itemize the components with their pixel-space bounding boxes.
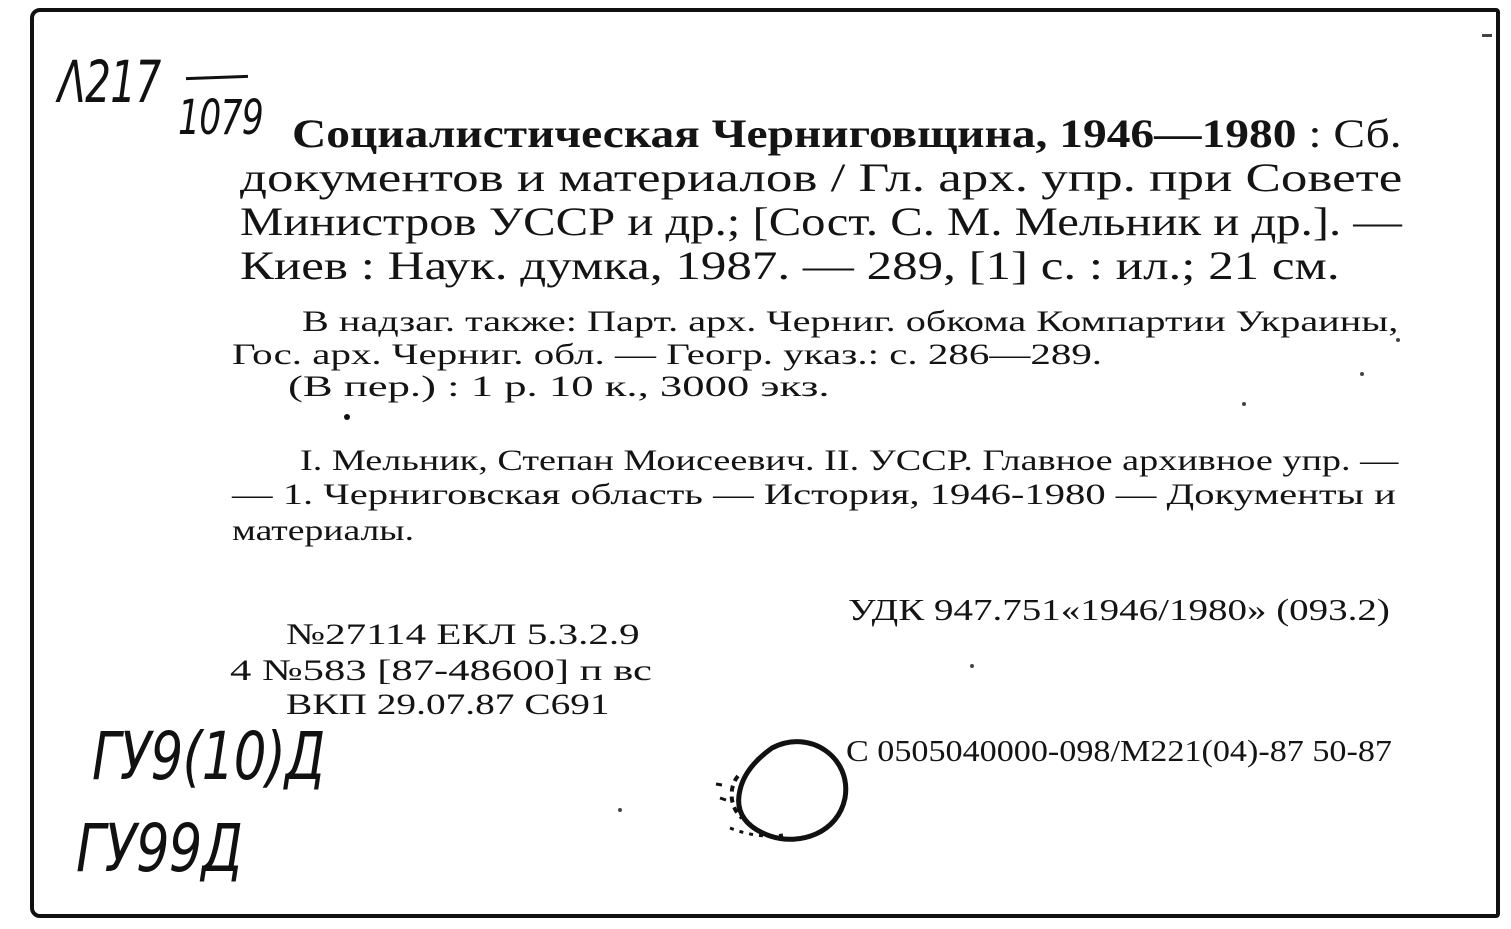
- handwritten-shelf-mark-2: ГУ99Д: [76, 810, 243, 887]
- description-line-4: Киев : Наук. думка, 1987. — 289, [1] с. : ил.; 21 см.: [240, 243, 1340, 288]
- description-line-1: [292, 110, 1402, 157]
- handwritten-shelf-mark-1: ГУ9(10)Д: [92, 718, 325, 795]
- publication-code: С 0505040000-098/М221(04)-87 50-87: [846, 733, 1392, 768]
- catalog-line-3: ВКП 29.07.87 С691: [286, 688, 610, 721]
- subject-line-1: I. Мельник, Степан Моисеевич. II. УССР. Главное архивное упр. —: [300, 444, 1399, 477]
- ink-dot: [1396, 338, 1400, 342]
- ink-dot: [1360, 372, 1364, 376]
- catalog-line-1: №27114 ЕКЛ 5.3.2.9: [286, 618, 640, 651]
- catalog-line-2: 4 №583 [87-48600] п вс: [230, 654, 652, 687]
- udk-classification: УДК 947.751«1946/1980» (093.2): [848, 592, 1390, 627]
- handwritten-call-number-top: Λ217: [58, 48, 161, 116]
- price-line: (В пер.) : 1 р. 10 к., 3000 экз.: [288, 370, 830, 403]
- handwritten-call-number-bottom: 1079: [178, 90, 264, 146]
- ink-dot: [1482, 34, 1492, 37]
- ink-dot: [618, 808, 622, 812]
- ink-dot: [1242, 402, 1246, 406]
- subject-line-3: материалы.: [232, 514, 415, 547]
- note-line-2: Гос. арх. Черниг. обл. — Геогр. указ.: с. 286—289.: [232, 338, 1103, 371]
- ink-dot: [344, 414, 350, 420]
- stamp-circle-icon: [700, 728, 860, 848]
- subject-line-2: — 1. Черниговская область — История, 1946-1980 — Документы и: [232, 478, 1396, 511]
- ink-dot: [970, 664, 974, 668]
- book-title: Социалистическая Черниговщина, 1946—1980: [292, 111, 1297, 156]
- description-line-2: документов и материалов / Гл. арх. упр. при Совете: [240, 155, 1403, 200]
- note-line-1: В надзаг. также: Парт. арх. Черниг. обкома Компартии Украины,: [302, 305, 1399, 338]
- title-suffix: : Сб.: [1296, 111, 1402, 156]
- description-line-3: Министров УССР и др.; [Сост. С. М. Мельник и др.]. —: [240, 199, 1402, 244]
